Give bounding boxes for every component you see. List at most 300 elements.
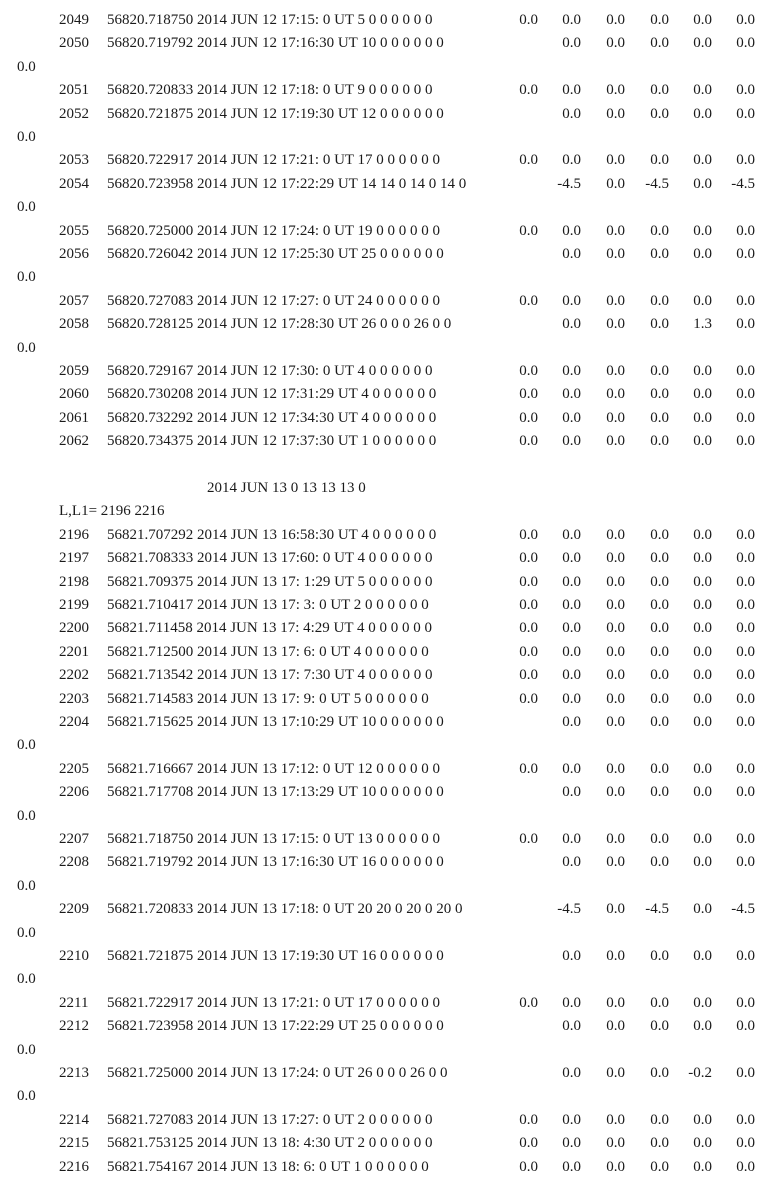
row-value: 0.0: [606, 948, 625, 964]
data-row: [0, 594, 769, 617]
row-index: 2060: [59, 386, 89, 403]
data-row: [0, 828, 769, 851]
row-value: 0.0: [650, 667, 669, 684]
wrapped-value: 0.0: [17, 737, 36, 754]
data-row: [0, 430, 769, 453]
row-value: 0.0: [606, 152, 625, 169]
range-label: L,L1= 2196 2216: [59, 503, 165, 520]
row-value: 0.0: [736, 714, 755, 730]
row-index: 2055: [59, 222, 89, 239]
wrapped-value: 0.0: [17, 58, 36, 75]
row-timestamp: 56821.712500 2014 JUN 13 17: 6: 0 UT 4 0 0 0 0 0 0: [107, 643, 429, 660]
row-value: 0.0: [650, 526, 669, 543]
wrapped-value: 0.0: [17, 269, 36, 286]
row-value: 0.0: [606, 526, 625, 543]
row-value: 0.0: [650, 1135, 669, 1152]
row-index: 2213: [59, 1065, 89, 1081]
data-row: [0, 547, 769, 570]
row-value: 0.0: [606, 784, 625, 801]
row-value: 0.0: [519, 1158, 538, 1175]
row-index: 2197: [59, 550, 89, 567]
row-value: 0.0: [650, 105, 669, 122]
row-index: 2206: [59, 784, 89, 801]
row-value: 0.0: [650, 620, 669, 637]
row-value: 0.0: [562, 409, 581, 426]
row-timestamp: 56821.725000 2014 JUN 13 17:24: 0 UT 26 0 0 0 26 0 0: [107, 1065, 448, 1081]
row-value: 0.0: [650, 1111, 669, 1128]
row-index: 2059: [59, 363, 89, 379]
wrapped-value: 0.0: [17, 1041, 36, 1058]
row-value: 0.0: [736, 1018, 755, 1035]
row-value: 0.0: [693, 409, 712, 426]
row-index: 2209: [59, 901, 89, 918]
data-row: [0, 992, 769, 1015]
row-value: 0.0: [606, 901, 625, 918]
row-value: 0.0: [606, 246, 625, 262]
row-value: 0.0: [736, 12, 755, 28]
row-value: 0.0: [519, 573, 538, 590]
row-value: 0.0: [650, 409, 669, 426]
row-value: 0.0: [562, 152, 581, 169]
row-value: 0.0: [606, 1018, 625, 1035]
row-value: 0.0: [693, 12, 712, 28]
wrapped-value: 0.0: [17, 199, 36, 216]
row-value: 0.0: [519, 760, 538, 777]
row-value: 0.0: [736, 222, 755, 239]
row-index: 2050: [59, 35, 89, 52]
row-value: 0.0: [562, 784, 581, 801]
wrapped-value-line: [0, 196, 769, 219]
row-value: 0.0: [736, 316, 755, 333]
row-value: 0.0: [606, 760, 625, 777]
row-value: 0.0: [650, 12, 669, 28]
row-timestamp: 56820.730208 2014 JUN 12 17:31:29 UT 4 0 0 0 0 0 0: [107, 386, 437, 403]
row-value: 0.0: [650, 994, 669, 1011]
row-value: 0.0: [693, 714, 712, 730]
data-row: [0, 313, 769, 336]
wrapped-value: 0.0: [17, 877, 36, 894]
row-value: 0.0: [736, 1135, 755, 1152]
row-value: 0.0: [562, 550, 581, 567]
row-timestamp: 56820.729167 2014 JUN 12 17:30: 0 UT 4 0 0 0 0 0 0: [107, 363, 433, 379]
row-value: 0.0: [736, 573, 755, 590]
row-value: 0.0: [606, 12, 625, 28]
row-value: 0.0: [736, 1158, 755, 1175]
wrapped-value-line: [0, 968, 769, 991]
row-value: 0.0: [650, 784, 669, 801]
row-value: 0.0: [519, 1135, 538, 1152]
row-index: 2210: [59, 948, 89, 964]
row-value: 0.0: [606, 994, 625, 1011]
row-value: 0.0: [650, 643, 669, 660]
row-index: 2054: [59, 175, 89, 192]
row-index: 2201: [59, 643, 89, 660]
row-value: 0.0: [562, 35, 581, 52]
data-row: [0, 1015, 769, 1038]
row-value: 0.0: [606, 35, 625, 52]
row-index: 2216: [59, 1158, 89, 1175]
row-value: 0.0: [736, 82, 755, 99]
row-value: -4.5: [731, 901, 755, 918]
data-row: [0, 524, 769, 547]
blank-line: [0, 454, 769, 477]
row-value: 0.0: [650, 363, 669, 379]
row-value: 0.0: [562, 316, 581, 333]
row-value: 0.0: [562, 597, 581, 613]
row-value: 0.0: [693, 292, 712, 309]
wrapped-value-line: [0, 56, 769, 79]
row-value: 0.0: [606, 222, 625, 239]
row-value: 0.0: [562, 620, 581, 637]
data-row: [0, 711, 769, 734]
row-value: 0.0: [693, 643, 712, 660]
row-value: 0.0: [562, 760, 581, 777]
row-index: 2208: [59, 854, 89, 871]
wrapped-value-line: [0, 734, 769, 757]
row-value: 0.0: [693, 620, 712, 637]
row-value: 0.0: [562, 12, 581, 28]
row-index: 2207: [59, 831, 89, 847]
row-index: 2058: [59, 316, 89, 333]
row-value: 0.0: [736, 1065, 755, 1081]
data-row: [0, 617, 769, 640]
row-value: 0.0: [693, 246, 712, 262]
row-index: 2204: [59, 714, 89, 730]
row-value: 0.0: [562, 363, 581, 379]
row-value: 0.0: [519, 1111, 538, 1128]
row-value: 0.0: [562, 643, 581, 660]
row-value: 0.0: [736, 643, 755, 660]
row-value: 0.0: [736, 363, 755, 379]
row-value: 0.0: [736, 597, 755, 613]
row-value: 0.0: [606, 620, 625, 637]
row-timestamp: 56820.720833 2014 JUN 12 17:18: 0 UT 9 0 0 0 0 0 0: [107, 82, 433, 99]
row-value: 0.0: [606, 82, 625, 99]
row-index: 2061: [59, 409, 89, 426]
row-value: 0.0: [736, 292, 755, 309]
data-row: [0, 688, 769, 711]
row-value: 0.0: [519, 550, 538, 567]
data-row: [0, 9, 769, 32]
row-index: 2199: [59, 597, 89, 613]
row-value: 0.0: [693, 1158, 712, 1175]
row-value: 0.0: [693, 573, 712, 590]
row-value: 0.0: [606, 643, 625, 660]
row-value: 0.0: [736, 784, 755, 801]
row-timestamp: 56821.753125 2014 JUN 13 18: 4:30 UT 2 0 0 0 0 0 0: [107, 1135, 433, 1152]
row-index: 2212: [59, 1018, 89, 1035]
row-value: 0.0: [736, 409, 755, 426]
row-value: 0.0: [606, 292, 625, 309]
data-row: [0, 243, 769, 266]
row-index: 2049: [59, 12, 89, 28]
row-value: -0.2: [688, 1065, 712, 1081]
row-value: 0.0: [693, 854, 712, 871]
row-index: 2196: [59, 526, 89, 543]
row-value: 0.0: [650, 433, 669, 450]
row-value: 0.0: [693, 550, 712, 567]
row-value: 0.0: [650, 948, 669, 964]
row-value: 0.0: [693, 784, 712, 801]
wrapped-value-line: [0, 875, 769, 898]
row-value: 0.0: [562, 292, 581, 309]
data-row: [0, 1109, 769, 1132]
range-label-line: [0, 500, 769, 523]
row-value: 0.0: [519, 12, 538, 28]
row-value: 0.0: [693, 948, 712, 964]
row-timestamp: 56821.711458 2014 JUN 13 17: 4:29 UT 4 0 0 0 0 0 0: [107, 620, 433, 637]
row-timestamp: 56821.708333 2014 JUN 13 17:60: 0 UT 4 0 0 0 0 0 0: [107, 550, 433, 567]
row-value: 0.0: [606, 386, 625, 403]
row-timestamp: 56821.709375 2014 JUN 13 17: 1:29 UT 5 0 0 0 0 0 0: [107, 573, 433, 590]
row-index: 2203: [59, 690, 89, 707]
row-value: 0.0: [519, 620, 538, 637]
row-value: 0.0: [562, 948, 581, 964]
row-value: 0.0: [693, 1018, 712, 1035]
row-value: 0.0: [693, 526, 712, 543]
wrapped-value-line: [0, 337, 769, 360]
row-value: 0.0: [519, 643, 538, 660]
row-value: -4.5: [645, 175, 669, 192]
row-value: 0.0: [562, 714, 581, 730]
row-value: 0.0: [519, 363, 538, 379]
row-value: 0.0: [606, 1065, 625, 1081]
row-timestamp: 56820.728125 2014 JUN 12 17:28:30 UT 26 0 0 0 26 0 0: [107, 316, 452, 333]
row-value: -4.5: [557, 901, 581, 918]
row-value: 0.0: [736, 433, 755, 450]
row-timestamp: 56820.718750 2014 JUN 12 17:15: 0 UT 5 0 0 0 0 0 0: [107, 12, 433, 28]
row-value: 0.0: [606, 409, 625, 426]
row-value: 0.0: [736, 1111, 755, 1128]
row-value: 0.0: [562, 854, 581, 871]
row-value: 0.0: [693, 667, 712, 684]
row-value: 0.0: [650, 222, 669, 239]
row-value: 0.0: [562, 433, 581, 450]
row-value: 0.0: [606, 363, 625, 379]
row-value: 0.0: [736, 831, 755, 847]
row-timestamp: 56821.707292 2014 JUN 13 16:58:30 UT 4 0 0 0 0 0 0: [107, 526, 437, 543]
row-value: 0.0: [562, 222, 581, 239]
row-value: 0.0: [519, 409, 538, 426]
row-timestamp: 56820.721875 2014 JUN 12 17:19:30 UT 12 0 0 0 0 0 0: [107, 105, 444, 122]
row-timestamp: 56821.716667 2014 JUN 13 17:12: 0 UT 12 0 0 0 0 0 0: [107, 760, 441, 777]
row-timestamp: 56821.723958 2014 JUN 13 17:22:29 UT 25 0 0 0 0 0 0: [107, 1018, 444, 1035]
row-value: 0.0: [519, 597, 538, 613]
row-index: 2214: [59, 1111, 89, 1128]
row-value: 0.0: [693, 82, 712, 99]
row-value: 0.0: [650, 573, 669, 590]
row-value: 0.0: [562, 1018, 581, 1035]
row-value: 0.0: [519, 386, 538, 403]
row-value: 0.0: [650, 386, 669, 403]
wrapped-value: 0.0: [17, 339, 36, 356]
row-value: 0.0: [693, 175, 712, 192]
row-value: 0.0: [693, 1135, 712, 1152]
row-value: 0.0: [736, 690, 755, 707]
row-value: 0.0: [693, 386, 712, 403]
row-value: 0.0: [650, 831, 669, 847]
row-value: 0.0: [736, 994, 755, 1011]
row-timestamp: 56820.722917 2014 JUN 12 17:21: 0 UT 17 0 0 0 0 0 0: [107, 152, 441, 169]
data-row: [0, 32, 769, 55]
row-value: 0.0: [650, 35, 669, 52]
row-index: 2056: [59, 246, 89, 262]
row-value: 0.0: [519, 667, 538, 684]
data-row: [0, 1062, 769, 1085]
row-value: 0.0: [736, 760, 755, 777]
row-value: 0.0: [693, 831, 712, 847]
row-timestamp: 56821.714583 2014 JUN 13 17: 9: 0 UT 5 0 0 0 0 0 0: [107, 690, 429, 707]
row-value: 0.0: [693, 760, 712, 777]
row-value: 0.0: [519, 526, 538, 543]
wrapped-value: 0.0: [17, 129, 36, 145]
row-index: 2051: [59, 82, 89, 99]
row-timestamp: 56820.719792 2014 JUN 12 17:16:30 UT 10 0 0 0 0 0 0: [107, 35, 444, 52]
row-value: 0.0: [519, 152, 538, 169]
row-value: 0.0: [650, 760, 669, 777]
row-value: 0.0: [562, 831, 581, 847]
data-row: [0, 898, 769, 921]
row-value: 0.0: [736, 35, 755, 52]
row-value: 0.0: [519, 222, 538, 239]
row-value: 0.0: [606, 714, 625, 730]
row-value: 0.0: [650, 292, 669, 309]
row-value: -4.5: [645, 901, 669, 918]
row-index: 2062: [59, 433, 89, 450]
row-value: 0.0: [693, 35, 712, 52]
row-value: 0.0: [650, 690, 669, 707]
row-timestamp: 56820.732292 2014 JUN 12 17:34:30 UT 4 0 0 0 0 0 0: [107, 409, 437, 426]
row-value: -4.5: [557, 175, 581, 192]
row-timestamp: 56821.713542 2014 JUN 13 17: 7:30 UT 4 0 0 0 0 0 0: [107, 667, 433, 684]
row-value: 0.0: [693, 363, 712, 379]
row-value: 0.0: [736, 246, 755, 262]
row-value: 0.0: [606, 690, 625, 707]
row-value: 0.0: [693, 105, 712, 122]
row-timestamp: 56820.726042 2014 JUN 12 17:25:30 UT 25 0 0 0 0 0 0: [107, 246, 444, 262]
row-value: 0.0: [562, 1111, 581, 1128]
wrapped-value-line: [0, 266, 769, 289]
row-value: 0.0: [650, 550, 669, 567]
row-timestamp: 56820.725000 2014 JUN 12 17:24: 0 UT 19 0 0 0 0 0 0: [107, 222, 441, 239]
row-value: 0.0: [519, 994, 538, 1011]
data-row: [0, 851, 769, 874]
row-value: 0.0: [562, 690, 581, 707]
row-value: 0.0: [606, 854, 625, 871]
row-value: 0.0: [606, 667, 625, 684]
wrapped-value: 0.0: [17, 807, 36, 824]
row-value: 0.0: [693, 901, 712, 918]
wrapped-value: 0.0: [17, 971, 36, 988]
data-row: [0, 571, 769, 594]
row-value: 0.0: [693, 597, 712, 613]
row-value: 0.0: [693, 994, 712, 1011]
row-index: 2215: [59, 1135, 89, 1152]
row-value: 0.0: [693, 433, 712, 450]
row-value: 0.0: [562, 573, 581, 590]
row-timestamp: 56821.727083 2014 JUN 13 17:27: 0 UT 2 0 0 0 0 0 0: [107, 1111, 433, 1128]
row-value: 0.0: [562, 994, 581, 1011]
row-timestamp: 56821.722917 2014 JUN 13 17:21: 0 UT 17 0 0 0 0 0 0: [107, 994, 441, 1011]
row-timestamp: 56821.719792 2014 JUN 13 17:16:30 UT 16 0 0 0 0 0 0: [107, 854, 444, 871]
data-row: [0, 758, 769, 781]
row-value: 0.0: [693, 1111, 712, 1128]
section-heading: 2014 JUN 13 0 13 13 13 0: [207, 480, 366, 496]
row-value: 0.0: [606, 550, 625, 567]
row-value: 0.0: [519, 292, 538, 309]
row-value: 0.0: [650, 714, 669, 730]
row-timestamp: 56821.754167 2014 JUN 13 18: 6: 0 UT 1 0 0 0 0 0 0: [107, 1158, 429, 1175]
data-row: [0, 1132, 769, 1155]
row-timestamp: 56821.718750 2014 JUN 13 17:15: 0 UT 13 0 0 0 0 0 0: [107, 831, 441, 847]
row-value: 0.0: [606, 433, 625, 450]
row-value: 0.0: [606, 1135, 625, 1152]
data-row: [0, 407, 769, 430]
data-row: [0, 173, 769, 196]
row-value: 0.0: [650, 1158, 669, 1175]
wrapped-value-line: [0, 1085, 769, 1108]
row-value: 0.0: [519, 831, 538, 847]
row-value: 0.0: [606, 597, 625, 613]
row-value: 0.0: [519, 690, 538, 707]
row-value: 0.0: [519, 82, 538, 99]
row-value: 0.0: [562, 667, 581, 684]
data-row: [0, 383, 769, 406]
row-value: 0.0: [562, 1135, 581, 1152]
data-row: [0, 79, 769, 102]
row-value: -4.5: [731, 175, 755, 192]
row-value: 0.0: [519, 433, 538, 450]
wrapped-value-line: [0, 922, 769, 945]
row-value: 0.0: [736, 667, 755, 684]
row-value: 0.0: [562, 246, 581, 262]
row-value: 0.0: [562, 526, 581, 543]
row-value: 0.0: [736, 105, 755, 122]
row-value: 1.3: [693, 316, 712, 333]
row-value: 0.0: [693, 222, 712, 239]
row-value: 0.0: [736, 948, 755, 964]
data-row: [0, 1156, 769, 1179]
data-row: [0, 945, 769, 968]
row-value: 0.0: [606, 316, 625, 333]
row-value: 0.0: [562, 1065, 581, 1081]
data-row: [0, 290, 769, 313]
row-value: 0.0: [736, 526, 755, 543]
row-timestamp: 56821.715625 2014 JUN 13 17:10:29 UT 10 0 0 0 0 0 0: [107, 714, 444, 730]
row-value: 0.0: [736, 152, 755, 169]
row-timestamp: 56821.720833 2014 JUN 13 17:18: 0 UT 20 20 0 20 0 20 0: [107, 901, 463, 918]
row-index: 2211: [59, 994, 89, 1011]
wrapped-value-line: [0, 805, 769, 828]
row-value: 0.0: [606, 573, 625, 590]
data-row: [0, 664, 769, 687]
row-value: 0.0: [693, 152, 712, 169]
wrapped-value: 0.0: [17, 924, 36, 941]
row-value: 0.0: [650, 316, 669, 333]
row-timestamp: 56820.727083 2014 JUN 12 17:27: 0 UT 24 0 0 0 0 0 0: [107, 292, 441, 309]
row-timestamp: 56820.723958 2014 JUN 12 17:22:29 UT 14 14 0 14 0 14 0: [107, 175, 467, 192]
data-row: [0, 360, 769, 383]
row-index: 2052: [59, 105, 89, 122]
row-value: 0.0: [650, 1018, 669, 1035]
row-timestamp: 56821.721875 2014 JUN 13 17:19:30 UT 16 0 0 0 0 0 0: [107, 948, 444, 964]
wrapped-value-line: [0, 126, 769, 149]
row-value: 0.0: [736, 550, 755, 567]
wrapped-value-line: [0, 1039, 769, 1062]
row-index: 2057: [59, 292, 89, 309]
row-value: 0.0: [736, 620, 755, 637]
wrapped-value: 0.0: [17, 1088, 36, 1105]
